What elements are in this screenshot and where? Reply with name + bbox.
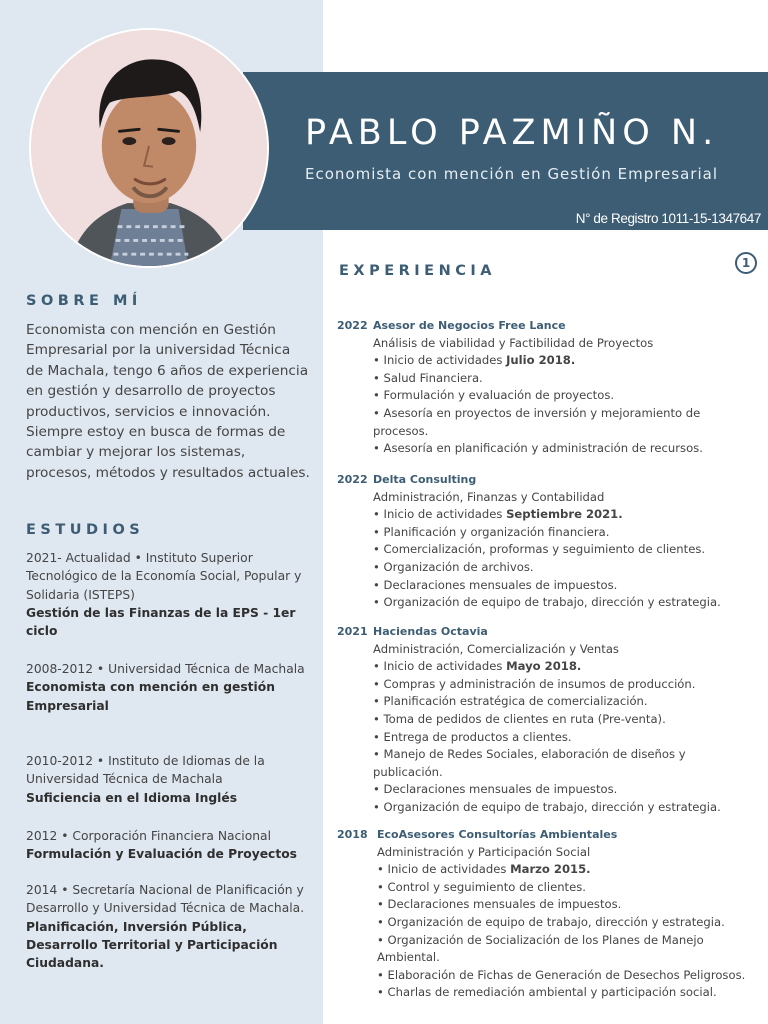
job-year: 2021 [337,625,368,638]
study-item [26,549,311,640]
experience-entry [337,826,757,1002]
study-degree: Suficiencia en el Idioma Inglés [26,790,238,805]
job-start: • Inicio de actividades Marzo 2015. [377,862,591,877]
job-year: 2018 [337,828,368,841]
registration-number: N° de Registro 1011-15-1347647 [575,211,761,226]
study-info: 2008-2012 • Universidad Técnica de Machala [26,662,305,676]
job-company: Haciendas Octavia [373,625,488,638]
study-info: 2010-2012 • Instituto de Idiomas de la Universidad Técnica de Machala [26,754,265,787]
job-bullet: • Charlas de remediación ambiental y participación social. [377,985,717,1000]
about-heading: SOBRE MÍ [26,293,142,309]
study-info: 2014 • Secretaría Nacional de Planificación y Desarrollo y Universidad Técnica de Machala. [26,883,305,916]
job-bullet: • Planificación y organización financiera. [373,524,610,539]
job-start: • Inicio de actividades Julio 2018. [373,353,576,368]
job-area: Administración, Finanzas y Contabilidad [373,489,605,504]
study-degree: Economista con mención en gestión Empresarial [26,680,275,713]
about-text: Economista con mención en Gestión Empresarial por la universidad Técnica de Machala, tengo 6 años de experiencia en gestión y desarrollo de proyectos productivos, servicios e innovación. Siempre estoy en busca de formas de cambiar y mejorar los sistemas, procesos, métodos y resultados actuales. [26,322,310,481]
job-bullet: • Formulación y evaluación de proyectos. [373,388,615,403]
job-area: Análisis de viabilidad y Factibilidad de Proyectos [373,335,654,350]
study-item [26,752,311,807]
job-bullet: • Asesoría en planificación y administración de recursos. [373,441,703,456]
experience-entry [337,317,757,458]
job-year: 2022 [337,319,368,332]
job-bullet: • Organización de archivos. [373,559,534,574]
experience-entry [337,623,757,817]
job-company: Delta Consulting [373,473,477,486]
job-bullet: • Elaboración de Fichas de Generación de Desechos Peligrosos. [377,967,746,982]
job-bullet: • Comercialización, proformas y seguimiento de clientes. [373,542,706,557]
job-bullet: • Declaraciones mensuales de impuestos. [373,782,618,797]
portrait-image [31,30,267,266]
study-item [26,660,311,715]
experience-entry [337,471,757,612]
study-item [26,827,311,864]
study-degree: Planificación, Inversión Pública, Desarrollo Territorial y Participación Ciudadana. [26,919,278,971]
job-bullet: • Toma de pedidos de clientes en ruta (Pre-venta). [373,711,666,726]
job-bullet: • Organización de equipo de trabajo, dirección y estrategia. [377,914,725,929]
profession-subtitle: Economista con mención en Gestión Empresarial [305,165,718,183]
study-degree: Gestión de las Finanzas de la EPS - 1er ciclo [26,605,296,639]
job-bullet: • Organización de equipo de trabajo, dirección y estrategia. [373,799,721,814]
job-bullet: • Declaraciones mensuales de impuestos. [373,577,618,592]
job-bullet: • Compras y administración de insumos de producción. [373,676,696,691]
job-start: • Inicio de actividades Septiembre 2021. [373,507,623,522]
job-bullet: • Declaraciones mensuales de impuestos. [377,897,622,912]
job-bullet: • Entrega de productos a clientes. [373,729,572,744]
job-bullet: • Organización de equipo de trabajo, dirección y estrategia. [373,595,721,610]
job-company: EcoAsesores Consultorías Ambientales [377,828,618,841]
job-bullet: • Organización de Socialización de los Planes de Manejo Ambiental. [377,932,704,965]
person-name: PABLO PAZMIÑO N. [305,113,719,153]
job-bullet: • Planificación estratégica de comercialización. [373,694,648,709]
experience-heading: EXPERIENCIA [339,263,496,279]
study-degree: Formulación y Evaluación de Proyectos [26,847,297,862]
studies-heading: ESTUDIOS [26,522,145,538]
job-bullet: • Asesoría en proyectos de inversión y mejoramiento de procesos. [373,405,701,438]
study-info: 2012 • Corporación Financiera Nacional [26,829,271,843]
page-number-badge: 1 [735,252,757,274]
job-area: Administración, Comercialización y Ventas [373,641,619,656]
job-bullet: • Salud Financiera. [373,370,483,385]
job-area: Administración y Participación Social [377,844,591,859]
study-info: 2021- Actualidad • Instituto Superior Tecnológico de la Economía Social, Popular y Solidaria (ISTEPS) [26,551,302,602]
job-bullet: • Control y seguimiento de clientes. [377,879,586,894]
job-company: Asesor de Negocios Free Lance [373,319,566,332]
job-bullet: • Manejo de Redes Sociales, elaboración de diseños y publicación. [373,747,686,779]
job-year: 2022 [337,473,368,486]
study-item [26,881,311,972]
profile-photo [29,28,269,268]
job-start: • Inicio de actividades Mayo 2018. [373,659,582,674]
